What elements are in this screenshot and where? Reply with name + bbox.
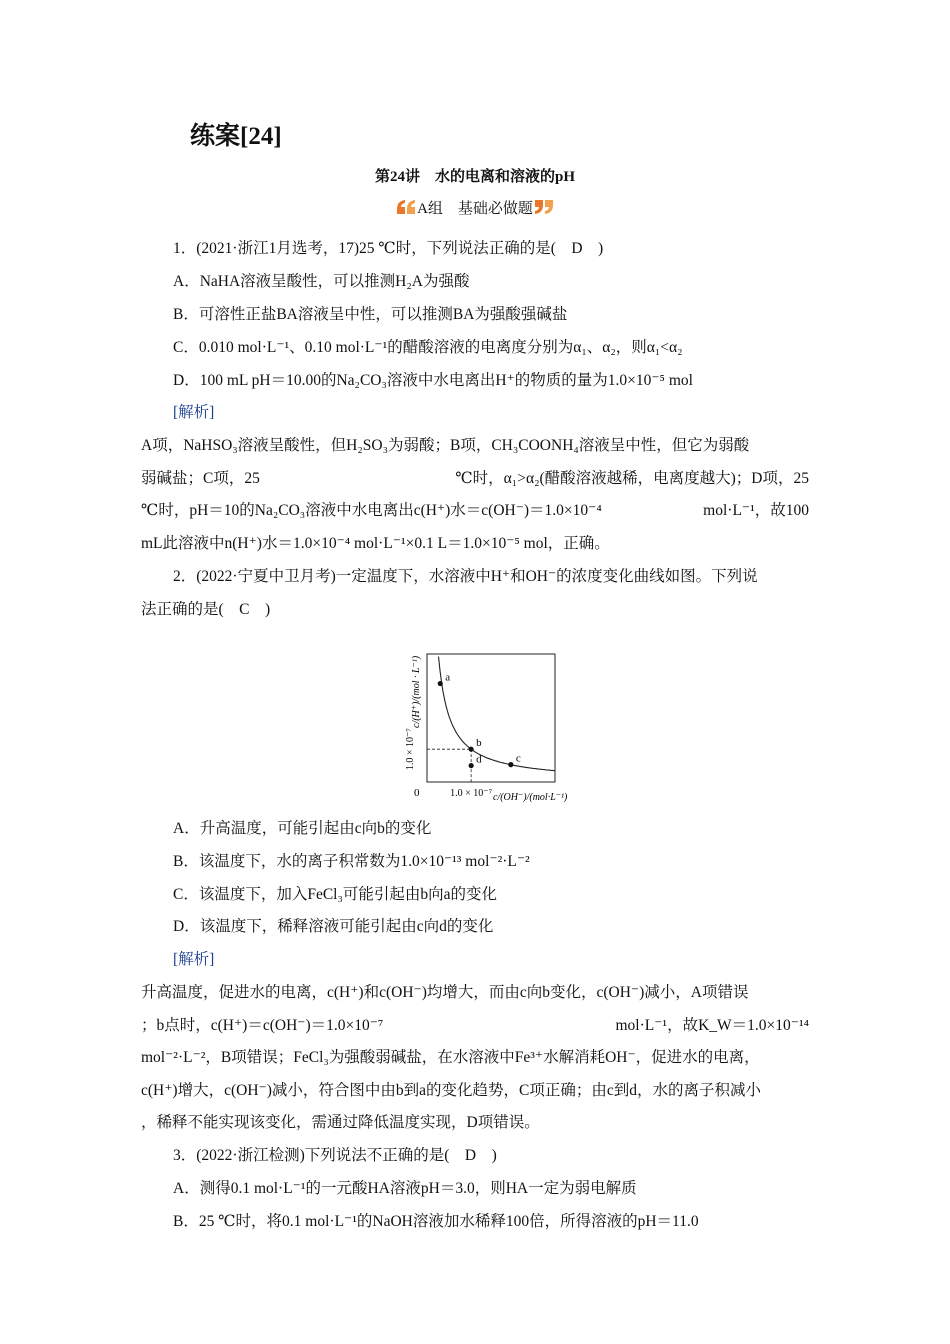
q2-explanation-line-2b: mol·L⁻¹，故K_W＝1.0×10⁻¹⁴: [615, 1017, 809, 1034]
q3-option-a: A．测得0.1 mol·L⁻¹的一元酸HA溶液pH＝3.0，则HA一定为弱电解质: [173, 1180, 637, 1197]
q2-option-a: A．升高温度，可能引起由c向b的变化: [173, 820, 432, 837]
left-quote-icon: [395, 199, 417, 215]
chart-point-label-b: b: [476, 737, 482, 750]
right-quote-icon: [533, 199, 555, 215]
q2-explanation-line-1: 升高温度，促进水的电离，c(H⁺)和c(OH⁻)均增大，而由c向b变化，c(OH⁻)减小，A项错误: [141, 984, 749, 1001]
q1-analysis-tag: [解析]: [173, 404, 215, 421]
q2-option-b: B．该温度下，水的离子积常数为1.0×10⁻¹³ mol⁻²·L⁻²: [173, 853, 530, 870]
y-axis-label: c/(H⁺)/(mol · L⁻¹): [411, 655, 422, 728]
q1-explanation-line-2a: 弱碱盐；C项，25: [141, 470, 260, 487]
group-heading-text: A组 基础必做题: [417, 201, 533, 217]
q1-explanation-line-2: [141, 466, 809, 488]
y-tick-label: 1.0 × 10⁻⁷: [405, 728, 416, 771]
chart-point-d: [469, 763, 474, 768]
q2-stem-line-2: 法正确的是( C ): [141, 601, 271, 618]
q1-option-b: B．可溶性正盐BA溶液呈中性，可以推测BA为强酸强碱盐: [173, 306, 568, 323]
q2-explanation-line-4: c(H⁺)增大，c(OH⁻)减小，符合图中由b到a的变化趋势，C项正确；由c到d，水的离子积减小: [141, 1082, 761, 1099]
q2-stem-line-1: 2．(2022·宁夏中卫月考)一定温度下，水溶液中H⁺和OH⁻的浓度变化曲线如图。下列说: [173, 568, 758, 585]
origin-label: 0: [414, 787, 420, 799]
x-tick-label: 1.0 × 10⁻⁷: [450, 788, 493, 799]
q2-explanation-line-2a: ；b点时，c(H⁺)＝c(OH⁻)＝1.0×10⁻⁷: [141, 1017, 384, 1034]
q1-option-d: D．100 mL pH＝10.00的Na₂CO₃溶液中水电离出H⁺的物质的量为1.0×10⁻⁵ mol: [173, 372, 693, 389]
q3-option-b: B．25 ℃时，将0.1 mol·L⁻¹的NaOH溶液加水稀释100倍，所得溶液的pH＝11.0: [173, 1213, 699, 1230]
q1-explanation-line-3b: mol·L⁻¹，故100: [703, 502, 809, 519]
q2-analysis-tag: [解析]: [173, 951, 215, 968]
ion-concentration-chart: [400, 620, 590, 808]
q1-option-c: C．0.010 mol·L⁻¹、0.10 mol·L⁻¹的醋酸溶液的电离度分别为α₁、α₂，则α₁<α₂: [173, 339, 683, 356]
lecture-title: 第24讲 水的电离和溶液的pH: [374, 169, 575, 185]
q2-option-c: C．该温度下，加入FeCl₃可能引起由b向a的变化: [173, 886, 498, 903]
chart-point-c: [508, 762, 513, 767]
group-heading: [0, 197, 950, 218]
q2-explanation-line-5: ，稀释不能实现该变化，需通过降低温度实现，D项错误。: [141, 1114, 540, 1131]
q1-stem: 1．(2021·浙江1月选考，17)25 ℃时，下列说法正确的是( D ): [173, 240, 604, 257]
q1-option-a: A．NaHA溶液呈酸性，可以推测H₂A为强酸: [173, 273, 470, 290]
chart-point-b: [469, 747, 474, 752]
q2-explanation-line-2: [141, 1013, 809, 1035]
q1-explanation-line-1: A项，NaHSO₃溶液呈酸性，但H₂SO₃为弱酸；B项，CH₃COONH₄溶液呈中性，但它为弱酸: [141, 437, 750, 454]
q1-explanation-line-3: [141, 498, 809, 520]
q1-explanation-line-3a: ℃时，pH＝10的Na₂CO₃溶液中水电离出c(H⁺)水＝c(OH⁻)＝1.0×10⁻⁴: [141, 502, 602, 519]
chart-point-label-c: c: [515, 752, 521, 765]
q2-option-d: D．该温度下，稀释溶液可能引起由c向d的变化: [173, 918, 494, 935]
chart-point-label-a: a: [445, 671, 451, 684]
page-title: 练案[24]: [190, 123, 282, 150]
chart-point-a: [438, 681, 443, 686]
q1-explanation-line-4: mL此溶液中n(H⁺)水＝1.0×10⁻⁴ mol·L⁻¹×0.1 L＝1.0×10⁻⁵ mol，正确。: [141, 535, 610, 552]
kw-curve: [439, 657, 556, 771]
q2-explanation-line-3: mol⁻²·L⁻²，B项错误；FeCl₃为强酸弱碱盐，在水溶液中Fe³⁺水解消耗OH⁻，促进水的电离，: [141, 1049, 760, 1066]
chart-point-label-d: d: [476, 753, 482, 766]
q1-explanation-line-2b: ℃时，α₁>α₂(醋酸溶液越稀，电离度越大)；D项，25: [455, 470, 809, 487]
q3-stem: 3．(2022·浙江检测)下列说法不正确的是( D ): [173, 1147, 497, 1164]
x-axis-label: c/(OH⁻)/(mol·L⁻¹): [493, 792, 568, 803]
